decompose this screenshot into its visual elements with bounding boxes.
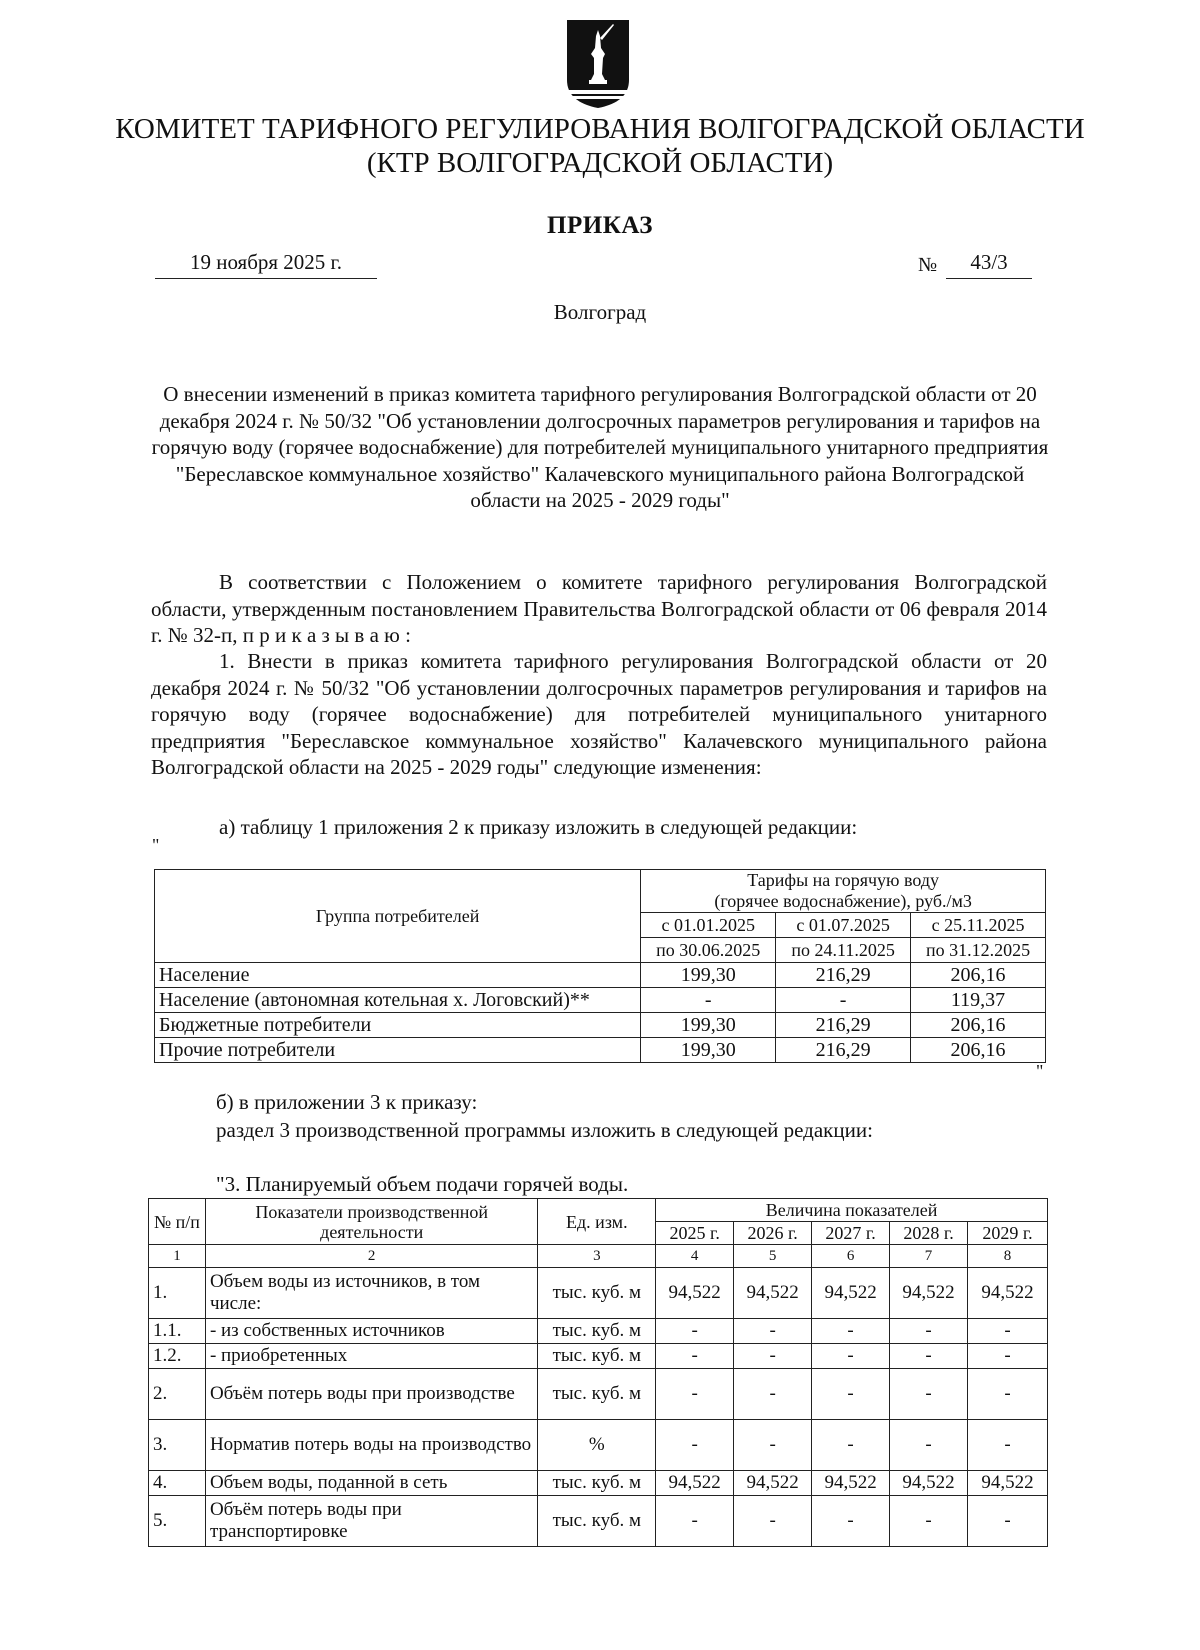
coat-of-arms-emblem — [565, 18, 631, 110]
indicator-value: - — [656, 1344, 734, 1369]
indicator-value: - — [734, 1344, 812, 1369]
consumer-group: Бюджетные потребители — [155, 1013, 641, 1038]
group-column-header: Группа потребителей — [155, 870, 641, 963]
indicator-value: - — [812, 1319, 890, 1344]
row-number: 1.2. — [149, 1344, 206, 1369]
table-row — [155, 988, 1046, 1013]
table-row — [155, 1013, 1046, 1038]
column-number: 4 — [656, 1245, 734, 1268]
indicator-value: - — [656, 1496, 734, 1547]
period-2-from: с 01.07.2025 — [776, 913, 911, 938]
tariff-value: - — [776, 988, 911, 1013]
indicator-value: 94,522 — [968, 1471, 1048, 1496]
organization-short-name: (КТР ВОЛГОГРАДСКОЙ ОБЛАСТИ) — [366, 147, 834, 179]
quote-close-mark: " — [1036, 1061, 1044, 1081]
table-row — [149, 1344, 1048, 1369]
values-column-header: Величина показателей — [656, 1199, 1048, 1222]
indicator-value: 94,522 — [656, 1268, 734, 1319]
tariff-value: 199,30 — [641, 1013, 776, 1038]
column-number: 5 — [734, 1245, 812, 1268]
indicator-value: - — [656, 1369, 734, 1420]
year-header: 2029 г. — [968, 1222, 1048, 1245]
indicator-name: Объём потерь воды при транспортировке — [205, 1496, 537, 1547]
unit-value: тыс. куб. м — [538, 1268, 656, 1319]
tariff-value: - — [641, 988, 776, 1013]
year-header: 2025 г. — [656, 1222, 734, 1245]
indicator-value: 94,522 — [812, 1268, 890, 1319]
indicator-value: 94,522 — [656, 1471, 734, 1496]
tariff-header-line-1: Тарифы на горячую воду — [747, 870, 940, 890]
table-row — [149, 1369, 1048, 1420]
item-b-subtext: раздел 3 производственной программы изложить в следующей редакции: — [216, 1118, 873, 1142]
indicator-value: 94,522 — [812, 1471, 890, 1496]
indicator-name: Норматив потерь воды на производство — [205, 1420, 537, 1471]
item-b-text: б) в приложении 3 к приказу: — [216, 1090, 478, 1114]
indicator-value: - — [734, 1369, 812, 1420]
unit-value: тыс. куб. м — [538, 1319, 656, 1344]
indicator-value: 94,522 — [734, 1268, 812, 1319]
indicator-value: 94,522 — [890, 1471, 968, 1496]
tariff-value: 199,30 — [641, 963, 776, 988]
consumer-group: Население — [155, 963, 641, 988]
column-number: 7 — [890, 1245, 968, 1268]
tariff-column-header — [641, 870, 1046, 913]
column-number: 6 — [812, 1245, 890, 1268]
tariff-header-line-2: (горячее водоснабжение), руб./м3 — [714, 891, 972, 911]
table-row — [149, 1496, 1048, 1547]
order-subject: О внесении изменений в приказ комитета тарифного регулирования Волгоградской области от 20 декабря 2024 г. № 50/32 "Об установлении долгосрочных параметров регулирования и тарифов на горячую воду (горячее водоснабжение) для потребителей муниципального унитарного предприятия "Береславское коммунальное хозяйство" Калачевского муниципального района Волгоградской области на 2025 - 2029 годы" — [151, 382, 1049, 512]
tariff-value: 206,16 — [911, 1038, 1046, 1063]
volume-table — [148, 1198, 1048, 1547]
table-row — [149, 1420, 1048, 1471]
indicator-value: - — [968, 1319, 1048, 1344]
row-number: 1.1. — [149, 1319, 206, 1344]
indicator-value: - — [812, 1344, 890, 1369]
tariff-value: 206,16 — [911, 963, 1046, 988]
order-date: 19 ноября 2025 г. — [155, 250, 377, 279]
table-row — [155, 1038, 1046, 1063]
tariff-value: 206,16 — [911, 1013, 1046, 1038]
indicator-name: - приобретенных — [205, 1344, 537, 1369]
table-row — [149, 1319, 1048, 1344]
consumer-group: Прочие потребители — [155, 1038, 641, 1063]
quote-open-mark: " — [152, 835, 160, 855]
order-number-label: № — [918, 254, 938, 276]
tariff-value: 216,29 — [776, 1013, 911, 1038]
table-row — [155, 963, 1046, 988]
order-number: 43/3 — [946, 250, 1032, 279]
indicator-value: 94,522 — [968, 1268, 1048, 1319]
document-type-title: ПРИКАЗ — [547, 212, 653, 239]
unit-value: тыс. куб. м — [538, 1369, 656, 1420]
indicator-name: Объём потерь воды при производстве — [205, 1369, 537, 1420]
column-number: 3 — [538, 1245, 656, 1268]
indicator-value: 94,522 — [890, 1268, 968, 1319]
indicator-name: Объем воды из источников, в том числе: — [205, 1268, 537, 1319]
tariff-value: 119,37 — [911, 988, 1046, 1013]
indicator-value: - — [890, 1369, 968, 1420]
period-1-from: с 01.01.2025 — [641, 913, 776, 938]
indicator-value: - — [812, 1420, 890, 1471]
unit-value: тыс. куб. м — [538, 1471, 656, 1496]
column-number: 1 — [149, 1245, 206, 1268]
indicator-value: 94,522 — [734, 1471, 812, 1496]
section-3-title: "3. Планируемый объем подачи горячей воды. — [216, 1172, 629, 1196]
indicator-value: - — [812, 1496, 890, 1547]
item-a-text: а) таблицу 1 приложения 2 к приказу изложить в следующей редакции: — [219, 815, 858, 839]
indicator-value: - — [968, 1496, 1048, 1547]
intro-paragraph: В соответствии с Положением о комитете тарифного регулирования Волгоградской области, утвержденным постановлением Правительства Волгоградской области от 06 февраля 2014 г. № 32-п, п р и к а з ы в а ю : — [151, 570, 1047, 647]
indicator-value: - — [812, 1369, 890, 1420]
column-number: 8 — [968, 1245, 1048, 1268]
city-name: Волгоград — [553, 300, 647, 324]
indicator-name: Объем воды, поданной в сеть — [205, 1471, 537, 1496]
consumer-group: Население (автономная котельная х. Логовский)** — [155, 988, 641, 1013]
number-column-header: № п/п — [149, 1199, 206, 1245]
indicator-value: - — [890, 1496, 968, 1547]
row-number: 3. — [149, 1420, 206, 1471]
indicator-name: - из собственных источников — [205, 1319, 537, 1344]
organization-name: КОМИТЕТ ТАРИФНОГО РЕГУЛИРОВАНИЯ ВОЛГОГРАДСКОЙ ОБЛАСТИ — [115, 113, 1085, 145]
indicator-value: - — [890, 1319, 968, 1344]
table-row — [149, 1268, 1048, 1319]
period-3-to: по 31.12.2025 — [911, 938, 1046, 963]
year-header: 2026 г. — [734, 1222, 812, 1245]
row-number: 5. — [149, 1496, 206, 1547]
period-1-to: по 30.06.2025 — [641, 938, 776, 963]
indicator-value: - — [968, 1420, 1048, 1471]
period-2-to: по 24.11.2025 — [776, 938, 911, 963]
indicator-value: - — [968, 1369, 1048, 1420]
indicator-column-header: Показатели производственной деятельности — [205, 1199, 537, 1245]
tariff-value: 216,29 — [776, 1038, 911, 1063]
unit-value: % — [538, 1420, 656, 1471]
indicator-value: - — [656, 1319, 734, 1344]
column-number: 2 — [205, 1245, 537, 1268]
indicator-value: - — [734, 1420, 812, 1471]
unit-value: тыс. куб. м — [538, 1496, 656, 1547]
year-header: 2027 г. — [812, 1222, 890, 1245]
indicator-value: - — [734, 1496, 812, 1547]
table-row — [149, 1471, 1048, 1496]
tariff-value: 199,30 — [641, 1038, 776, 1063]
year-header: 2028 г. — [890, 1222, 968, 1245]
tariff-value: 216,29 — [776, 963, 911, 988]
period-3-from: с 25.11.2025 — [911, 913, 1046, 938]
unit-column-header: Ед. изм. — [538, 1199, 656, 1245]
tariff-table — [154, 869, 1046, 1063]
indicator-value: - — [656, 1420, 734, 1471]
indicator-value: - — [890, 1344, 968, 1369]
row-number: 2. — [149, 1369, 206, 1420]
item-1-paragraph: 1. Внести в приказ комитета тарифного регулирования Волгоградской области от 20 декабря 2024 г. № 50/32 "Об установлении долгосрочных параметров регулирования и тарифов на горячую воду (горячее водоснабжение) для потребителей муниципального унитарного предприятия "Береславское коммунальное хозяйство" Калачевского муниципального района Волгоградской области на 2025 - 2029 годы" следующие изменения: — [151, 649, 1047, 779]
indicator-value: - — [734, 1319, 812, 1344]
row-number: 4. — [149, 1471, 206, 1496]
indicator-value: - — [890, 1420, 968, 1471]
row-number: 1. — [149, 1268, 206, 1319]
indicator-value: - — [968, 1344, 1048, 1369]
unit-value: тыс. куб. м — [538, 1344, 656, 1369]
